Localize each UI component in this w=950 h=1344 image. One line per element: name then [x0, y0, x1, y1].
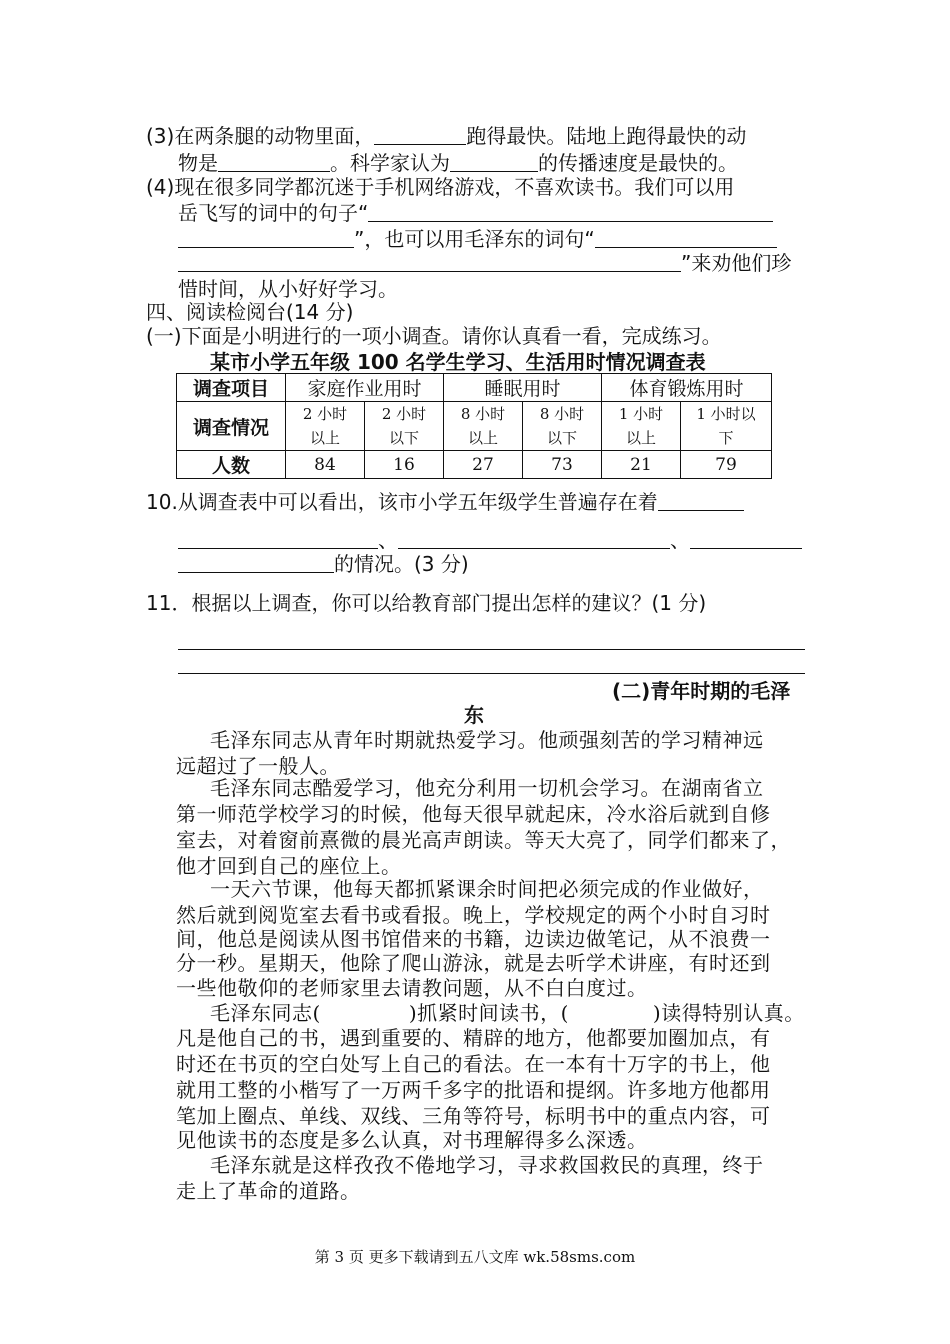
q3-text: 的传播速度是最快的。	[538, 151, 738, 175]
q4-line-2	[178, 200, 773, 226]
q3-text: 物是	[178, 151, 218, 175]
part1-intro: (一)下面是小明进行的一项小调查。请你认真看一看，完成练习。	[146, 324, 722, 348]
cell-line: 以上	[309, 429, 340, 447]
group-header: 体育锻炼用时	[602, 374, 772, 402]
q10-text: 10.从调查表中可以看出，该市小学五年级学生普遍存在着	[146, 490, 658, 514]
count-cell: 21	[602, 451, 681, 479]
answer-blank[interactable]	[450, 151, 538, 172]
page-footer: 第 3 页 更多下载请到五八文库 wk.58sms.com	[314, 1248, 636, 1266]
count-cell: 79	[681, 451, 772, 479]
table-row	[177, 402, 772, 451]
q4-text: 岳飞写的词中的句子“	[178, 201, 369, 225]
cell-line: 以上	[467, 429, 498, 447]
survey-table	[176, 373, 772, 479]
situation-cell	[365, 402, 444, 451]
passage-line: 时还在书页的空白处写上自己的看法。在一本有十万字的书上，他	[176, 1052, 771, 1076]
q3-text: (3)在两条腿的动物里面，	[146, 124, 375, 148]
answer-blank[interactable]	[690, 528, 802, 549]
passage-line: 远超过了一般人。	[176, 754, 340, 778]
situation-cell	[602, 402, 681, 451]
passage-text: )抓紧时间读书，(	[408, 1001, 569, 1025]
passage-line: 分一秒。星期天，他除了爬山游泳，就是去听学术讲座，有时还到	[176, 951, 771, 975]
q4-text: ”，也可以用毛泽东的词句“	[354, 227, 595, 251]
passage-line: 间，他总是阅读从图书馆借来的书籍，边读边做笔记，从不浪费一	[176, 927, 771, 951]
answer-line[interactable]	[178, 673, 805, 674]
situation-cell	[523, 402, 602, 451]
cell-line: 下	[718, 429, 734, 447]
cell-line: 以上	[625, 429, 656, 447]
passage-line: 然后就到阅览室去看书或看报。晚上，学校规定的两个小时自习时	[176, 903, 771, 927]
q10-line-3	[178, 551, 469, 577]
q4-line-1: (4)现在很多同学都沉迷于手机网络游戏，不喜欢读书。我们可以用	[146, 175, 735, 199]
part2-title-cont: 东	[464, 703, 484, 727]
passage-line: 毛泽东就是这样孜孜不倦地学习，寻求救国救民的真理，终于	[210, 1153, 764, 1177]
passage-line: 凡是他自己的书，遇到重要的、精辟的地方，他都要加圈加点，有	[176, 1026, 771, 1050]
passage-line: 就用工整的小楷写了一万两千多字的批语和提纲。许多地方他都用	[176, 1078, 771, 1102]
cell-line: 2 小时	[381, 405, 427, 423]
q10-text: 的情况。(3 分)	[334, 552, 469, 576]
q3-text: 跑得最快。陆地上跑得最快的动	[466, 124, 747, 148]
q10-line-1	[146, 489, 744, 515]
cell-line: 1 小时以	[696, 405, 756, 423]
table-row	[177, 451, 772, 479]
group-header: 睡眠用时	[444, 374, 602, 402]
cell-line: 以下	[546, 429, 577, 447]
q4-line-5: 惜时间，从小好好学习。	[178, 277, 398, 301]
q4-text: ”来劝他们珍	[681, 251, 792, 275]
count-cell: 16	[365, 451, 444, 479]
q4-line-4	[178, 250, 791, 276]
answer-blank[interactable]	[368, 201, 773, 222]
passage-line: 一些他敬仰的老师家里去请教问题，从不白白度过。	[176, 976, 648, 1000]
part2-title: (二)青年时期的毛泽	[612, 679, 791, 703]
cell-line: 8 小时	[460, 405, 506, 423]
section-title: 四、阅读检阅台(14 分)	[146, 300, 354, 324]
count-cell: 84	[286, 451, 365, 479]
passage-line: 走上了革命的道路。	[176, 1179, 361, 1203]
answer-blank[interactable]	[178, 227, 354, 248]
answer-blank[interactable]	[658, 490, 744, 511]
q11-text: 11．根据以上调查，你可以给教育部门提出怎样的建议？(1 分)	[146, 591, 707, 615]
answer-blank[interactable]	[398, 528, 670, 549]
answer-blank[interactable]	[218, 151, 330, 172]
answer-blank[interactable]	[178, 552, 334, 573]
separator: 、	[670, 528, 690, 552]
passage-line: 毛泽东同志从青年时期就热爱学习。他顽强刻苦的学习精神远	[210, 728, 764, 752]
cell-line: 以下	[388, 429, 419, 447]
answer-blank[interactable]	[178, 251, 681, 272]
table-title: 某市小学五年级 100 名学生学习、生活用时情况调查表	[210, 350, 706, 374]
answer-blank[interactable]	[595, 227, 777, 248]
q4-line-3	[178, 226, 777, 252]
passage-line: 第一师范学校学习的时候，他每天很早就起床，冷水浴后就到自修	[176, 802, 771, 826]
count-cell: 27	[444, 451, 523, 479]
row-header: 调查项目	[177, 374, 286, 402]
cell-line: 8 小时	[539, 405, 585, 423]
answer-blank[interactable]	[374, 124, 466, 145]
situation-cell	[286, 402, 365, 451]
table-row	[177, 374, 772, 402]
cell-line: 2 小时	[302, 405, 348, 423]
passage-line: 毛泽东同志酷爱学习，他充分利用一切机会学习。在湖南省立	[210, 776, 764, 800]
passage-line: 笔加上圈点、单线、双线、三角等符号，标明书中的重点内容，可	[176, 1104, 771, 1128]
passage-blank-line	[210, 1000, 805, 1026]
passage-line: 一天六节课，他每天都抓紧课余时间把必须完成的作业做好，	[210, 877, 764, 901]
count-cell: 73	[523, 451, 602, 479]
cell-line: 1 小时	[618, 405, 664, 423]
answer-blank[interactable]	[178, 528, 378, 549]
passage-text: 毛泽东同志(	[210, 1001, 321, 1025]
row-header: 调查情况	[177, 402, 286, 451]
passage-line: 室去，对着窗前熹微的晨光高声朗读。等天大亮了，同学们都来了，	[176, 828, 791, 852]
passage-line: 他才回到自己的座位上。	[176, 854, 402, 878]
passage-text: )读得特别认真。	[652, 1001, 805, 1025]
situation-cell	[681, 402, 772, 451]
row-header: 人数	[177, 451, 286, 479]
situation-cell	[444, 402, 523, 451]
passage-line: 见他读书的态度是多么认真，对书理解得多么深透。	[176, 1128, 648, 1152]
q3-line-1	[146, 123, 746, 149]
answer-line[interactable]	[178, 649, 805, 650]
group-header: 家庭作业用时	[286, 374, 444, 402]
q3-text: 。科学家认为	[330, 151, 450, 175]
separator: 、	[378, 528, 398, 552]
q3-line-2	[178, 150, 738, 176]
q10-line-2	[178, 527, 802, 553]
